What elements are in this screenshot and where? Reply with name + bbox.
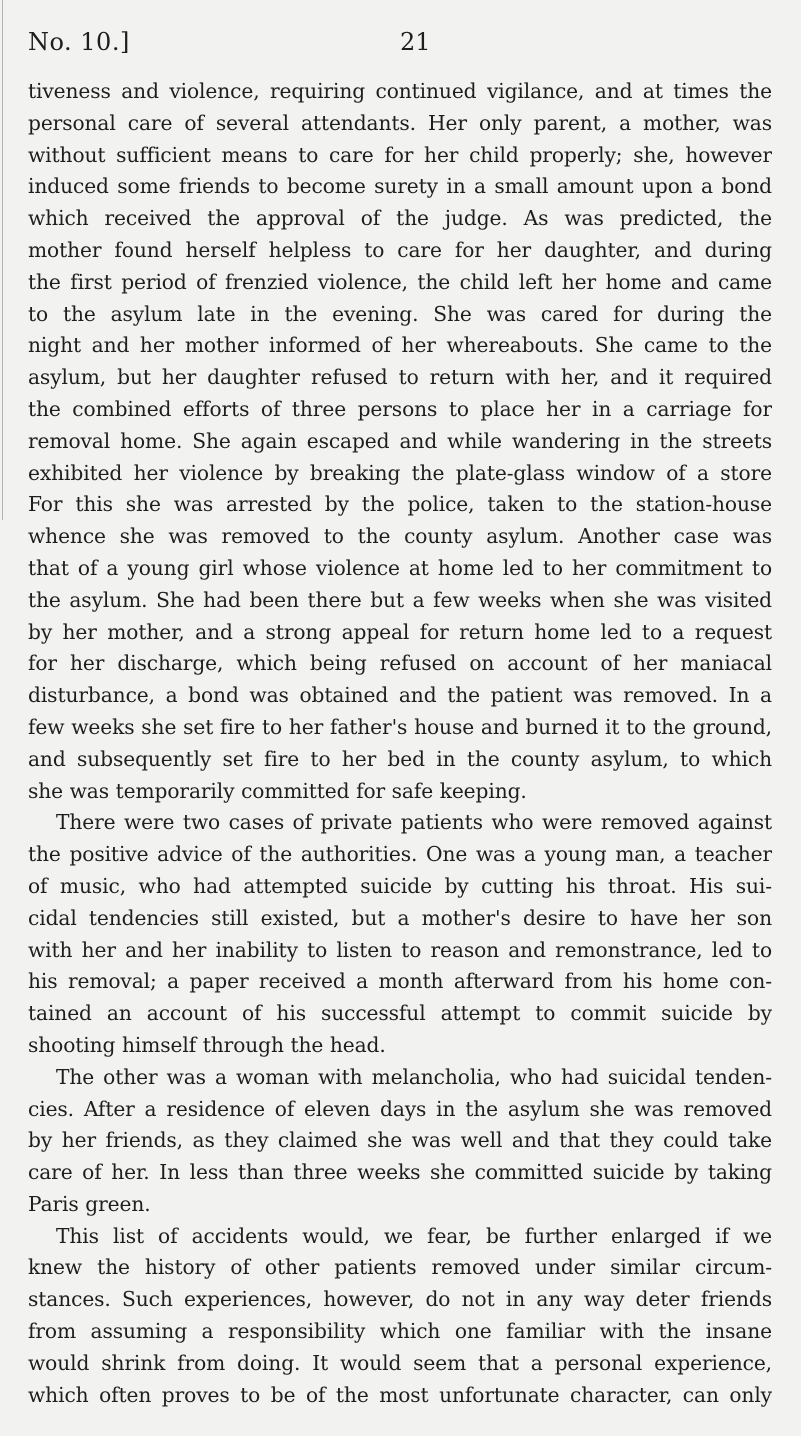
text-line: whence she was removed to the county asylum. Another case was (28, 524, 772, 549)
text-line: This list of accidents would, we fear, be further enlarged if we (56, 1223, 772, 1248)
text-line: the first period of frenzied violence, the child left her home and came (28, 269, 772, 294)
text-line: tained an account of his successful attempt to commit suicide by (28, 1001, 772, 1026)
text-line: shooting himself through the head. (28, 1032, 386, 1057)
issue-number: No. 10.] (28, 28, 130, 56)
text-line: induced some friends to become surety in a small amount upon a bond (28, 174, 772, 199)
text-line: for her discharge, which being refused on account of her maniacal (28, 651, 772, 676)
text-line: she was temporarily committed for safe keeping. (28, 778, 527, 803)
text-line: without sufficient means to care for her child properly; she, however (28, 142, 772, 167)
text-line: with her and her inability to listen to reason and remonstrance, led to (28, 937, 772, 962)
text-line: the combined efforts of three persons to place her in a carriage for (28, 396, 772, 421)
text-line: disturbance, a bond was obtained and the patient was removed. In a (28, 683, 772, 708)
text-line: personal care of several attendants. Her only parent, a mother, was (28, 110, 772, 135)
text-line: by her mother, and a strong appeal for return home led to a request (28, 619, 772, 644)
text-line: which often proves to be of the most unfortunate character, can only (28, 1382, 772, 1407)
text-line: to the asylum late in the evening. She was cared for during the (28, 301, 772, 326)
text-line: tiveness and violence, requiring continued vigilance, and at times the (28, 79, 772, 103)
text-line: For this she was arrested by the police, taken to the station-house (28, 492, 772, 517)
text-line: asylum, but her daughter refused to return with her, and it required (28, 365, 772, 390)
text-line: removal home. She again escaped and while wandering in the streets (28, 428, 772, 453)
text-line: the positive advice of the authorities. One was a young man, a teacher (28, 842, 772, 867)
text-line: few weeks she set fire to her father's house and burned it to the ground, (28, 714, 772, 739)
text-line: The other was a woman with melancholia, who had suicidal tenden- (56, 1064, 772, 1089)
text-line: Paris green. (28, 1191, 151, 1216)
text-line: night and her mother informed of her whereabouts. She came to the (28, 333, 772, 358)
text-line: There were two cases of private patients who were removed against (56, 810, 772, 835)
text-line: his removal; a paper received a month afterward from his home con- (28, 969, 772, 994)
text-line: by her friends, as they claimed she was well and that they could take (28, 1128, 772, 1153)
page-edge-shadow (2, 0, 3, 520)
text-line: would shrink from doing. It would seem that a personal experience, (28, 1350, 772, 1375)
page-header (28, 28, 768, 64)
page-number: 21 (400, 28, 431, 56)
text-line: of music, who had attempted suicide by cutting his throat. His sui- (28, 873, 772, 898)
text-line: from assuming a responsibility which one familiar with the insane (28, 1319, 772, 1344)
text-line: that of a young girl whose violence at home led to her commitment to (28, 555, 772, 580)
text-line: cidal tendencies still existed, but a mother's desire to have her son (28, 905, 772, 930)
text-line: exhibited her violence by breaking the plate-glass window of a store (28, 460, 772, 485)
text-line: knew the history of other patients removed under similar circum- (28, 1255, 772, 1280)
text-line: mother found herself helpless to care for her daughter, and during (28, 237, 772, 262)
text-line: which received the approval of the judge. As was predicted, the (28, 206, 772, 231)
text-line: the asylum. She had been there but a few weeks when she was visited (28, 587, 772, 612)
text-line: and subsequently set fire to her bed in the county asylum, to which (28, 746, 772, 771)
body-text (28, 76, 772, 1411)
text-line: cies. After a residence of eleven days in the asylum she was removed (28, 1096, 772, 1121)
text-line: stances. Such experiences, however, do not in any way deter friends (28, 1287, 772, 1312)
text-line: care of her. In less than three weeks she committed suicide by taking (28, 1160, 772, 1185)
